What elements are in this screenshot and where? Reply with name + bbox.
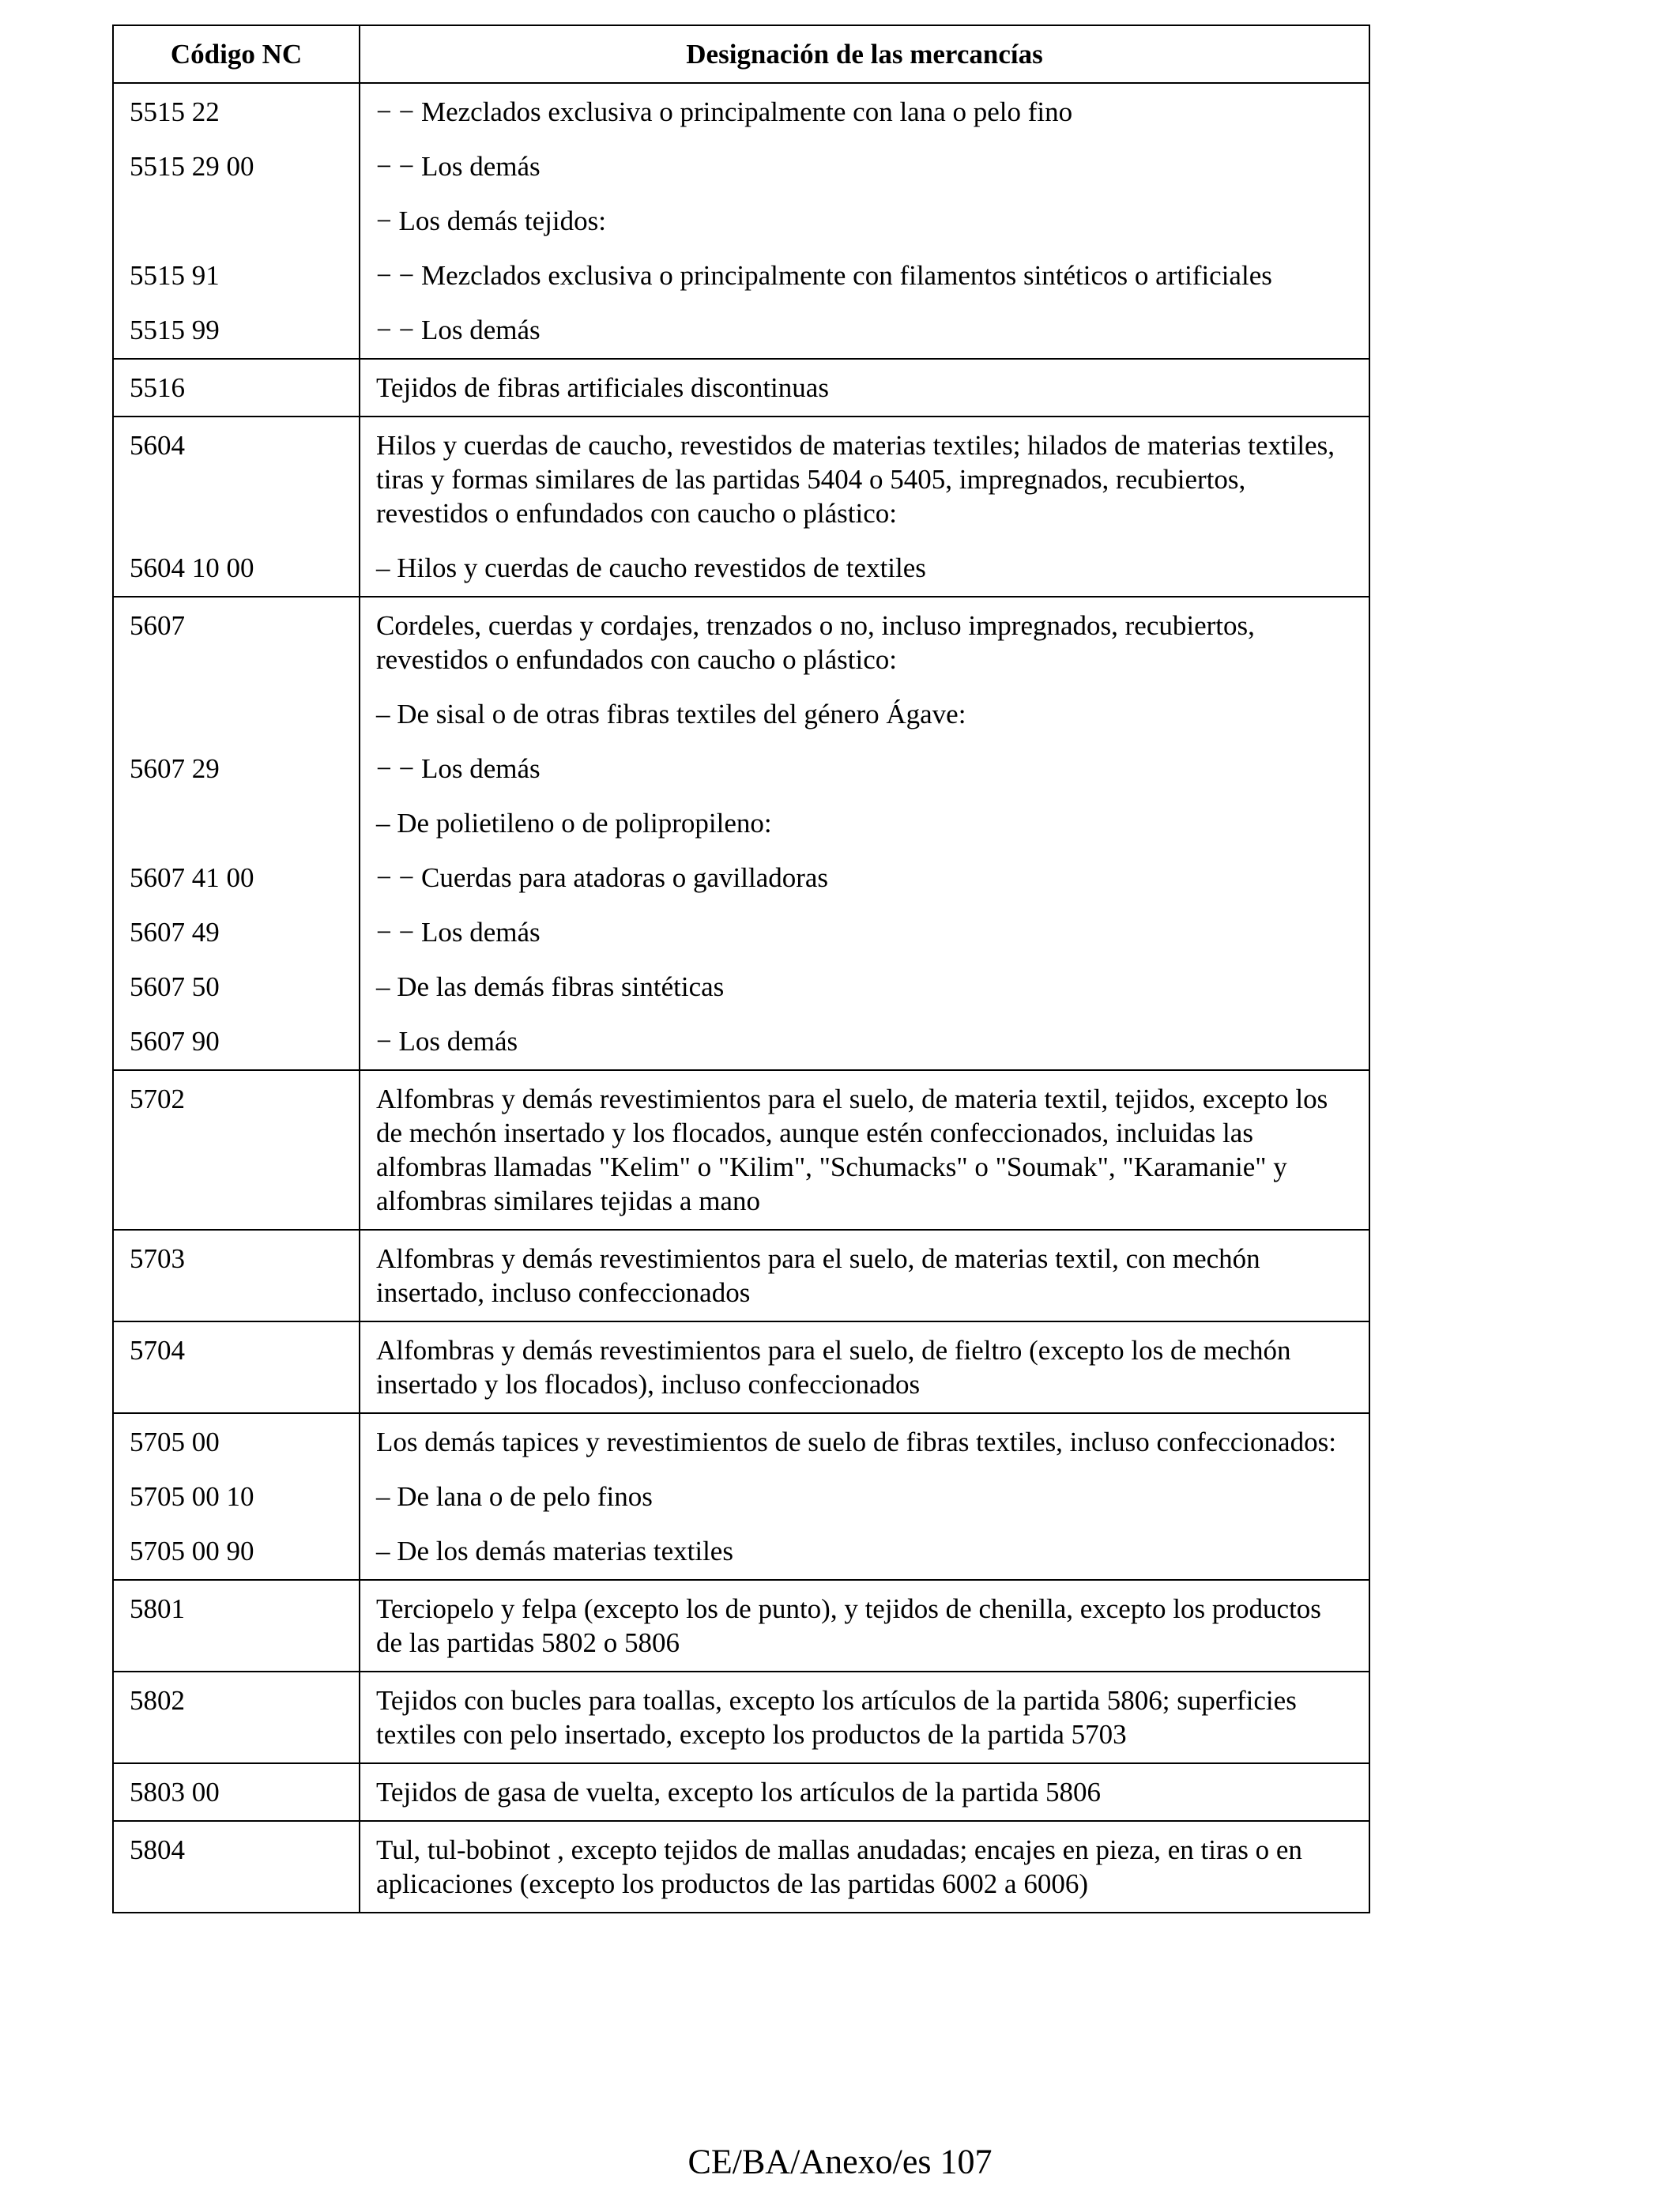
table-row bbox=[113, 1230, 1369, 1321]
nc-code-cell: 5801 bbox=[113, 1580, 360, 1672]
table-row bbox=[113, 1763, 1369, 1821]
nc-code-cell: 5607 50 bbox=[113, 949, 360, 1004]
table-row bbox=[113, 1413, 1369, 1459]
designation-cell: Tul, tul-bobinot , excepto tejidos de mallas anudadas; encajes en pieza, en tiras o en aplicaciones (excepto los productos de las partidas 6002 a 6006) bbox=[360, 1821, 1369, 1913]
nc-code-cell: 5515 22 bbox=[113, 83, 360, 129]
designation-cell: Cordeles, cuerdas y cordajes, trenzados o no, incluso impregnados, recubiertos, revestidos o enfundados con caucho o plástico: bbox=[360, 597, 1369, 677]
designation-cell: − Los demás bbox=[360, 1004, 1369, 1070]
nc-code-cell: 5607 41 00 bbox=[113, 840, 360, 895]
nc-code-cell: 5516 bbox=[113, 359, 360, 417]
designation-cell: – De lana o de pelo finos bbox=[360, 1459, 1369, 1514]
designation-cell: Terciopelo y felpa (excepto los de punto), y tejidos de chenilla, excepto los productos de las partidas 5802 o 5806 bbox=[360, 1580, 1369, 1672]
table-row bbox=[113, 183, 1369, 238]
designation-cell: Tejidos con bucles para toallas, excepto los artículos de la partida 5806; superficies textiles con pelo insertado, excepto los productos de la partida 5703 bbox=[360, 1672, 1369, 1763]
designation-cell: Los demás tapices y revestimientos de suelo de fibras textiles, incluso confeccionados: bbox=[360, 1413, 1369, 1459]
designation-cell: Tejidos de fibras artificiales discontinuas bbox=[360, 359, 1369, 417]
table-row bbox=[113, 83, 1369, 129]
table-row bbox=[113, 731, 1369, 786]
designation-cell: Alfombras y demás revestimientos para el suelo, de fieltro (excepto los de mechón insertado y los flocados), incluso confeccionados bbox=[360, 1321, 1369, 1413]
nc-code-cell: 5515 91 bbox=[113, 238, 360, 292]
table-row bbox=[113, 1672, 1369, 1763]
table-row bbox=[113, 129, 1369, 183]
nc-code-cell: 5705 00 10 bbox=[113, 1459, 360, 1514]
nc-code-cell bbox=[113, 786, 360, 840]
designation-cell: − − Mezclados exclusiva o principalmente con lana o pelo fino bbox=[360, 83, 1369, 129]
table-row bbox=[113, 786, 1369, 840]
nc-code-cell: 5604 bbox=[113, 417, 360, 530]
designation-cell: – De sisal o de otras fibras textiles del género Ágave: bbox=[360, 677, 1369, 731]
table-row bbox=[113, 1821, 1369, 1913]
table-row bbox=[113, 238, 1369, 292]
table-header-row bbox=[113, 25, 1369, 83]
table-row bbox=[113, 895, 1369, 949]
designation-cell: Tejidos de gasa de vuelta, excepto los artículos de la partida 5806 bbox=[360, 1763, 1369, 1821]
table-row bbox=[113, 1070, 1369, 1230]
page-footer: CE/BA/Anexo/es 107 bbox=[687, 2142, 993, 2181]
nc-code-cell: 5704 bbox=[113, 1321, 360, 1413]
table-row bbox=[113, 417, 1369, 530]
designation-cell: – Hilos y cuerdas de caucho revestidos de textiles bbox=[360, 530, 1369, 597]
designation-cell: Alfombras y demás revestimientos para el suelo, de materia textil, tejidos, excepto los de mechón insertado y los flocados, aunque estén confeccionados, incluidas las alfombras llamadas "Kelim" o "Kilim", "Schumacks" o "Soumak", "Karamanie" y alfombras similares tejidas a mano bbox=[360, 1070, 1369, 1230]
nc-code-cell: 5705 00 bbox=[113, 1413, 360, 1459]
tariff-table bbox=[112, 25, 1370, 1913]
table-row bbox=[113, 1514, 1369, 1580]
designation-cell: − − Cuerdas para atadoras o gavilladoras bbox=[360, 840, 1369, 895]
nc-code-cell: 5703 bbox=[113, 1230, 360, 1321]
nc-code-cell: 5607 bbox=[113, 597, 360, 677]
nc-code-cell: 5705 00 90 bbox=[113, 1514, 360, 1580]
nc-code-cell bbox=[113, 677, 360, 731]
designation-cell: – De las demás fibras sintéticas bbox=[360, 949, 1369, 1004]
header-designacion: Designación de las mercancías bbox=[360, 25, 1369, 83]
nc-code-cell: 5604 10 00 bbox=[113, 530, 360, 597]
table-row bbox=[113, 597, 1369, 677]
designation-cell: − − Los demás bbox=[360, 895, 1369, 949]
nc-code-cell: 5804 bbox=[113, 1821, 360, 1913]
nc-code-cell: 5802 bbox=[113, 1672, 360, 1763]
nc-code-cell: 5515 29 00 bbox=[113, 129, 360, 183]
designation-cell: − − Los demás bbox=[360, 292, 1369, 359]
table-row bbox=[113, 677, 1369, 731]
nc-code-cell: 5607 49 bbox=[113, 895, 360, 949]
designation-cell: − − Mezclados exclusiva o principalmente con filamentos sintéticos o artificiales bbox=[360, 238, 1369, 292]
table-row bbox=[113, 1004, 1369, 1070]
designation-cell: – De los demás materias textiles bbox=[360, 1514, 1369, 1580]
nc-code-cell bbox=[113, 183, 360, 238]
designation-cell: − − Los demás bbox=[360, 129, 1369, 183]
table-row bbox=[113, 292, 1369, 359]
nc-code-cell: 5515 99 bbox=[113, 292, 360, 359]
designation-cell: − − Los demás bbox=[360, 731, 1369, 786]
header-codigo-nc: Código NC bbox=[113, 25, 360, 83]
nc-code-cell: 5607 29 bbox=[113, 731, 360, 786]
designation-cell: – De polietileno o de polipropileno: bbox=[360, 786, 1369, 840]
designation-cell: Alfombras y demás revestimientos para el suelo, de materias textil, con mechón insertado, incluso confeccionados bbox=[360, 1230, 1369, 1321]
table-row bbox=[113, 530, 1369, 597]
designation-cell: − Los demás tejidos: bbox=[360, 183, 1369, 238]
designation-cell: Hilos y cuerdas de caucho, revestidos de materias textiles; hilados de materias textiles, tiras y formas similares de las partidas 5404 o 5405, impregnados, recubiertos, revestidos o enfundados con caucho o plástico: bbox=[360, 417, 1369, 530]
table-row bbox=[113, 949, 1369, 1004]
table-body bbox=[113, 83, 1369, 1913]
table-row bbox=[113, 1580, 1369, 1672]
table-row bbox=[113, 359, 1369, 417]
nc-code-cell: 5607 90 bbox=[113, 1004, 360, 1070]
nc-code-cell: 5702 bbox=[113, 1070, 360, 1230]
nc-code-cell: 5803 00 bbox=[113, 1763, 360, 1821]
table-row bbox=[113, 1321, 1369, 1413]
table-row bbox=[113, 1459, 1369, 1514]
table-row bbox=[113, 840, 1369, 895]
